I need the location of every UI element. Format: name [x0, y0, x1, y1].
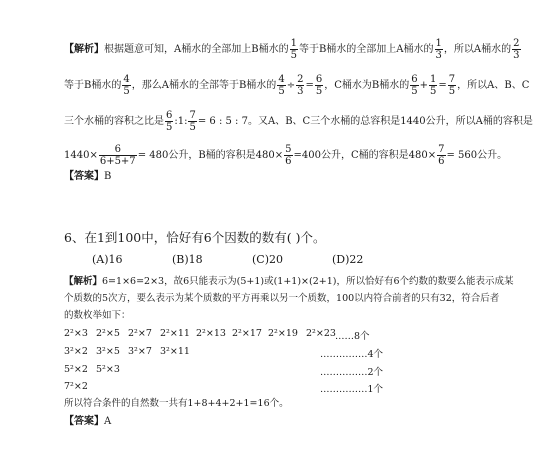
fraction: $\frac{6}{5}$: [166, 110, 173, 133]
fraction: $\frac{7}{5}$: [448, 74, 456, 97]
text: 根据题意可知，A桶水的全部加上B桶水的: [104, 44, 289, 55]
text: 6=1×6=2×3，故6只能表示为(5+1)或(1+1)×(2+1)，所以恰好有6个约数的数要么能表示成某: [102, 276, 514, 287]
conclusion: 所以符合条件的自然数一共有1+8+4+2+1=16个。: [64, 398, 289, 409]
options-row: [92, 253, 412, 266]
enumeration-count: ……………1个: [320, 384, 384, 395]
fraction: $\frac{2}{3}$: [513, 38, 520, 61]
analysis1-line1: [64, 38, 522, 61]
analysis1-line3: [64, 110, 533, 133]
text: 。又A、B、C三个水桶的总容积是1440公升，所以A桶的容积是: [247, 116, 533, 127]
enumeration-item: 3²×11: [160, 346, 190, 357]
text: =400公升，C桶的容积是480×: [293, 150, 437, 161]
enumeration-count: ……………2个: [320, 367, 384, 378]
answer-value: A: [104, 416, 112, 427]
enumeration-item: 5²×3: [96, 364, 120, 375]
text: ，所以A桶水的: [443, 44, 512, 55]
fraction: $\frac{1}{5}$: [290, 38, 297, 61]
analysis2-line3: [64, 309, 131, 323]
fraction: $\frac{6}{5}$: [411, 74, 418, 97]
fraction: $\frac{5}{6}$: [285, 144, 292, 167]
analysis2-line2: [64, 292, 499, 306]
text: 的数枚举如下：: [64, 310, 131, 321]
text: 三个水桶的容积之比是: [64, 116, 164, 127]
text: = 480公升，B桶的容积是480×: [137, 150, 284, 161]
answer2: [64, 415, 111, 429]
fraction: $\frac{7}{5}$: [189, 110, 196, 133]
fraction: $\frac{7}{6}$: [438, 144, 445, 167]
enumeration-item: 2²×7: [128, 328, 152, 339]
operator: =: [438, 80, 447, 91]
text: ，所以A、B、C: [457, 80, 530, 91]
fraction: $\frac{4}{5}$: [278, 74, 285, 97]
operator: =: [305, 80, 314, 91]
enumeration-item: 7²×2: [64, 381, 88, 392]
enumeration-item: 2²×13: [196, 328, 226, 339]
enumeration-item: 2²×5: [96, 328, 120, 339]
analysis-tag: 【解析】: [64, 276, 103, 287]
fraction: $\frac{6}{5}$: [315, 74, 323, 97]
enumeration-item: 2²×23: [306, 328, 336, 339]
analysis-tag: 【解析】: [64, 44, 104, 55]
fraction: $\frac{6}{6+5+7}$: [99, 144, 136, 167]
answer-tag: 【答案】: [64, 416, 104, 427]
enumeration-item: 2²×11: [160, 328, 190, 339]
option-c: (C)20: [252, 253, 283, 266]
enumeration-count: ……………4个: [320, 349, 384, 360]
enumeration-item: 3²×5: [96, 346, 120, 357]
fraction: $\frac{1}{3}$: [435, 38, 442, 61]
answer-tag: 【答案】: [64, 171, 104, 182]
text: ，C桶水为B桶水的: [324, 80, 410, 91]
fraction: $\frac{2}{3}$: [297, 74, 304, 97]
enumeration-item: 2²×17: [232, 328, 262, 339]
enumeration-item: 2²×19: [268, 328, 298, 339]
fraction: $\frac{1}{5}$: [429, 74, 437, 97]
text: ，那么A桶水的全部等于B桶水的: [131, 80, 277, 91]
option-b: (B)18: [172, 253, 203, 266]
enumeration-item: 2²×3: [64, 328, 88, 339]
enumeration-item: 3²×7: [128, 346, 152, 357]
fraction: $\frac{4}{5}$: [123, 74, 130, 97]
text: 个质数的5次方，要么表示为某个质数的平方再乘以另一个质数，100以内符合前者的只有32，符合后者: [64, 293, 500, 304]
operator: ÷: [286, 80, 296, 91]
text: = 560公升。: [446, 150, 508, 161]
option-d: (D)22: [332, 253, 364, 266]
question-text: 6、在1到100中，恰好有6个因数的数有( )个。: [64, 230, 326, 245]
operator: :1:: [174, 116, 188, 127]
answer-value: B: [104, 171, 112, 182]
option-a: (A)16: [92, 253, 123, 266]
text: 1440×: [64, 150, 98, 161]
analysis2-line1: [64, 275, 514, 289]
ratio-result: = 6 : 5 : 7: [197, 116, 248, 127]
enumeration-item: 3²×2: [64, 346, 88, 357]
answer1: [64, 170, 111, 184]
text: 等于B桶水的全部加上A桶水的: [298, 44, 434, 55]
analysis1-line4: [64, 144, 507, 167]
enumeration-item: 5²×2: [64, 364, 88, 375]
enumeration-count: ……8个: [335, 331, 370, 342]
operator: +: [419, 80, 428, 91]
analysis1-line2: [64, 74, 529, 97]
text: 等于B桶水的: [64, 80, 122, 91]
